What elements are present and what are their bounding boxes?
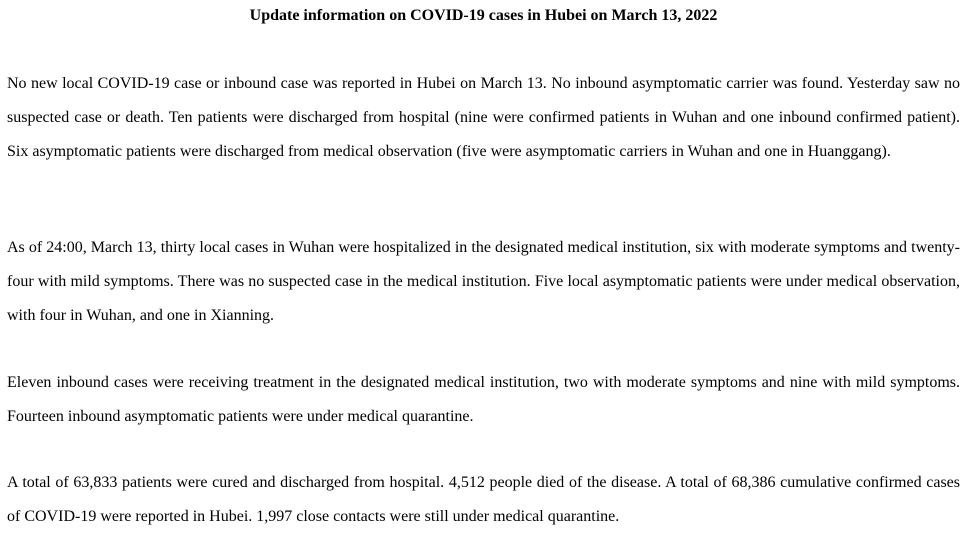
paragraph-new-cases: No new local COVID-19 case or inbound case was reported in Hubei on March 13. No inbound asymptomatic carrier was found. Yesterday saw no suspected case or death. Ten patients were discharged from hospital (nine were confirmed patients in Wuhan and one inbound confirmed patient). Six asymptomatic patients were discharged from medical observation (five were asymptomatic carriers in Wuhan and one in Huanggang). — [7, 75, 960, 160]
paragraph-local-hospitalized: As of 24:00, March 13, thirty local cases in Wuhan were hospitalized in the designated medical institution, six with moderate symptoms and twenty-four with mild symptoms. There was no suspected case in the medical institution. Five local asymptomatic patients were under medical observation, with four in Wuhan, and one in Xianning. — [7, 239, 960, 324]
document-title: Update information on COVID-19 cases in Hubei on March 13, 2022 — [249, 7, 718, 24]
paragraph-cumulative-totals: A total of 63,833 patients were cured and discharged from hospital. 4,512 people died of the disease. A total of 68,386 cumulative confirmed cases of COVID-19 were reported in Hubei. 1,997 close contacts were still under medical quarantine. — [7, 474, 960, 525]
paragraph-inbound-cases: Eleven inbound cases were receiving treatment in the designated medical institution, two with moderate symptoms and nine with mild symptoms. Fourteen inbound asymptomatic patients were under medical quarantine. — [7, 374, 960, 425]
